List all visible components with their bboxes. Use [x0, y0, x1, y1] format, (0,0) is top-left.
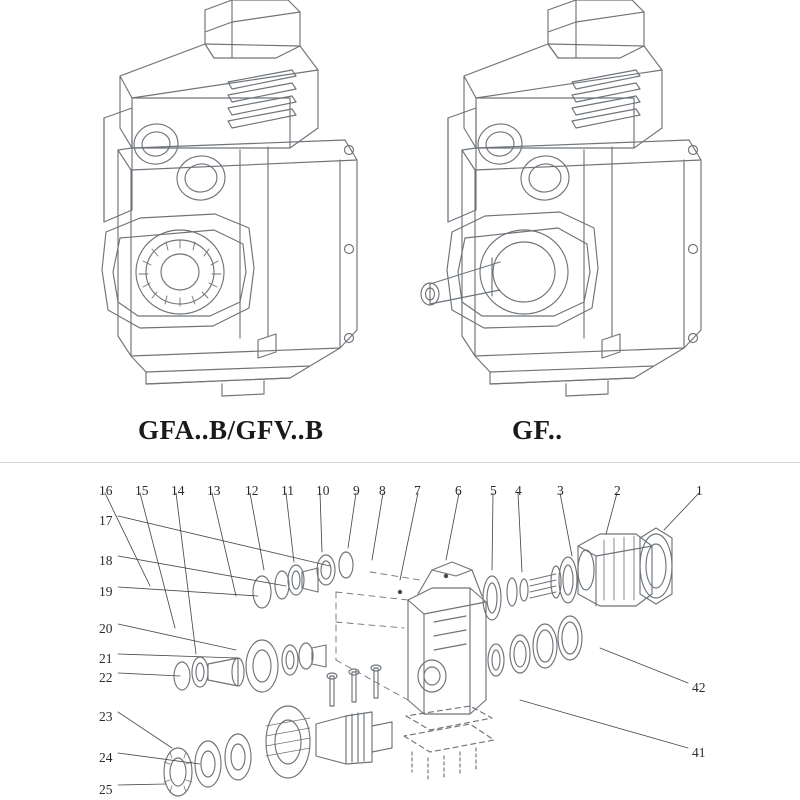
callout-left-20: 20: [99, 621, 113, 636]
callout-left-23: 23: [99, 709, 113, 724]
caption-left-model: GFA..B/GFV..B: [138, 415, 324, 445]
callout-left-17: 17: [99, 513, 113, 528]
callout-top-15: 15: [135, 483, 149, 498]
callout-top-13: 13: [207, 483, 221, 498]
callout-top-16: 16: [99, 483, 113, 498]
gearbox-left-view: [102, 0, 357, 396]
callout-top-5: 5: [490, 483, 497, 498]
callout-left-19: 19: [99, 584, 113, 599]
callout-top-9: 9: [353, 483, 360, 498]
callout-right-41: 41: [692, 745, 706, 760]
callout-top-12: 12: [245, 483, 259, 498]
callout-top-10: 10: [316, 483, 330, 498]
callout-top-8: 8: [379, 483, 386, 498]
callout-right-42: 42: [692, 680, 706, 695]
gearbox-right-view: [421, 0, 701, 396]
callout-top-4: 4: [515, 483, 522, 498]
callout-left-21: 21: [99, 651, 113, 666]
callout-top-6: 6: [455, 483, 462, 498]
callout-top-11: 11: [281, 483, 294, 498]
section-divider: [0, 462, 800, 463]
callout-left-24: 24: [99, 750, 113, 765]
callout-top-14: 14: [171, 483, 185, 498]
callout-top-2: 2: [614, 483, 621, 498]
callout-top-7: 7: [414, 483, 421, 498]
callout-left-25: 25: [99, 782, 113, 797]
callout-left-18: 18: [99, 553, 113, 568]
callout-top-1: 1: [696, 483, 703, 498]
callout-left-22: 22: [99, 670, 113, 685]
callout-top-3: 3: [557, 483, 564, 498]
caption-right-model: GF..: [512, 415, 563, 445]
exploded-parts-diagram: [164, 528, 672, 796]
